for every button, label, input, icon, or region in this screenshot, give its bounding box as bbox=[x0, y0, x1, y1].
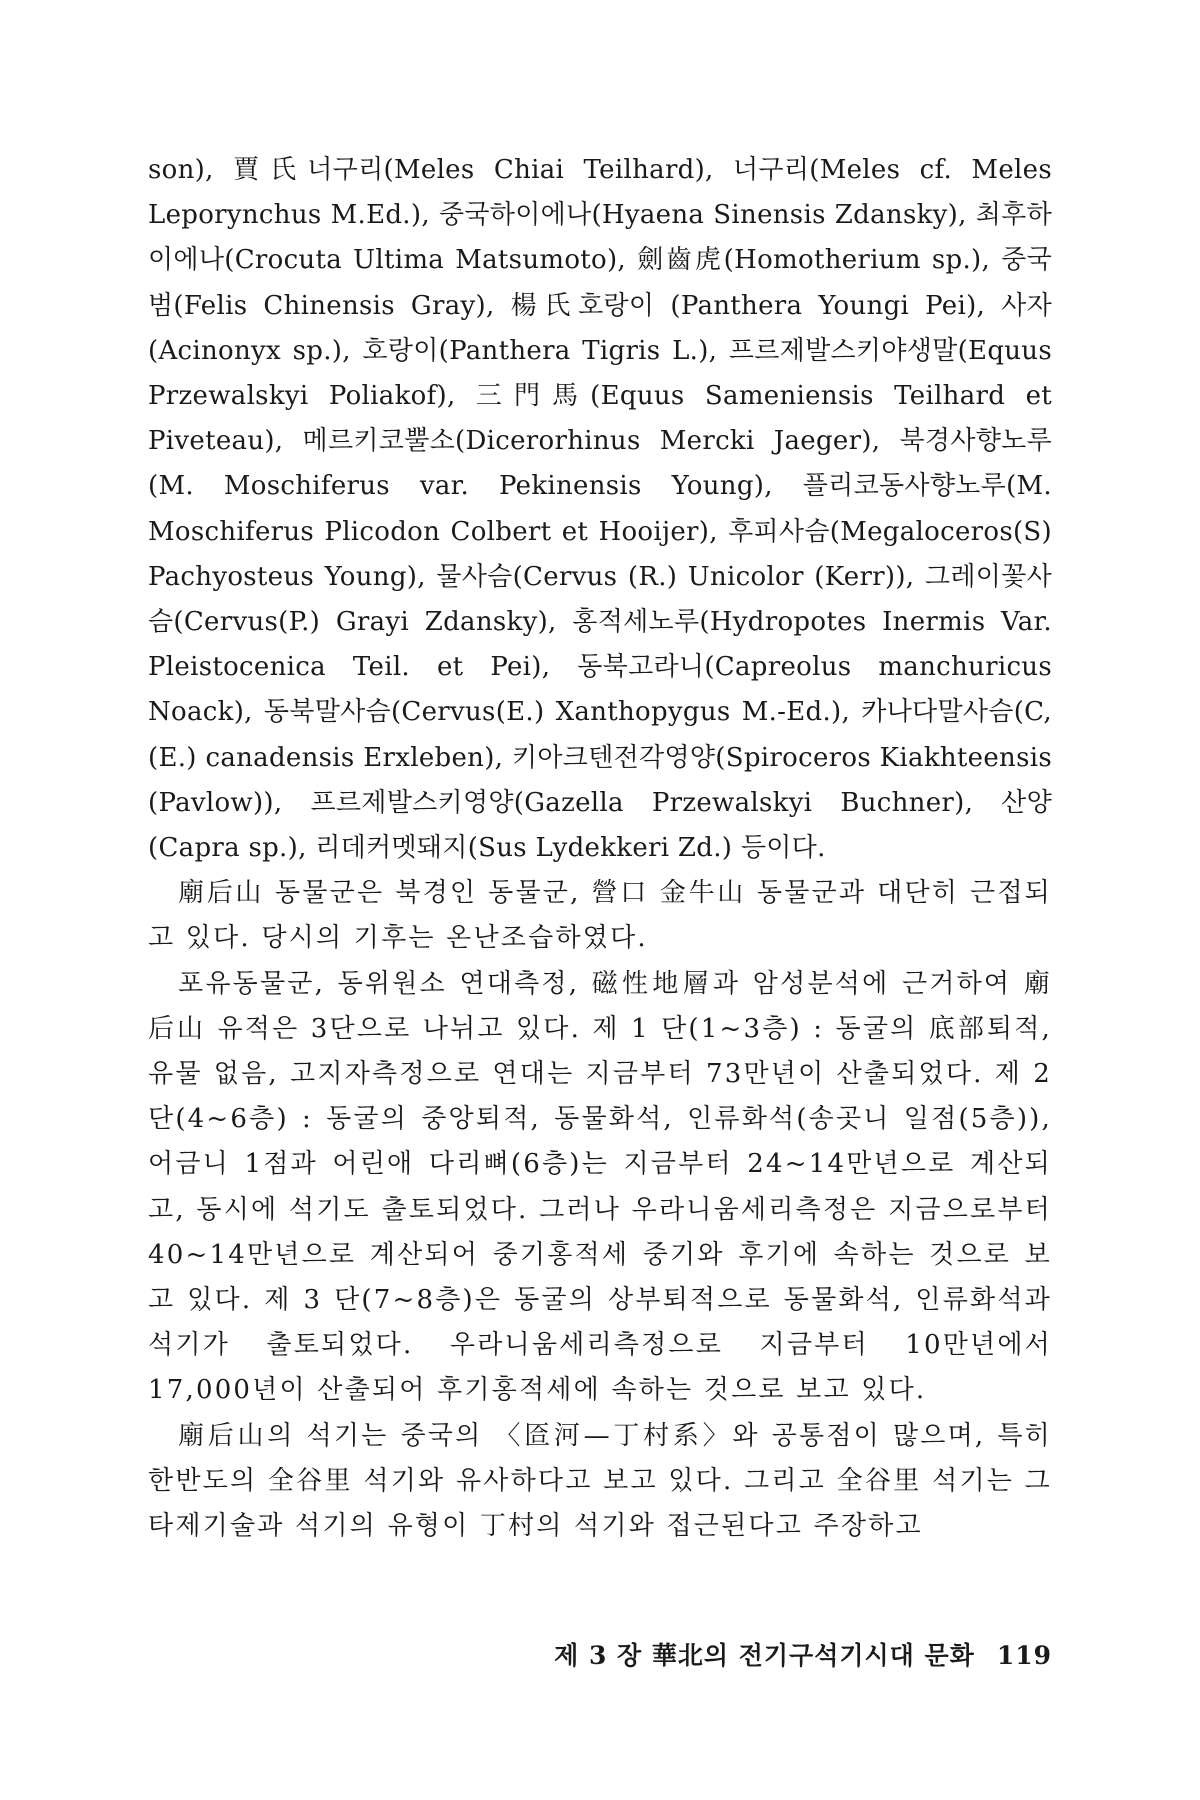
page-number: 119 bbox=[996, 1641, 1052, 1670]
page-footer bbox=[148, 1636, 1052, 1672]
paragraph-species-list: son), 賈氏너구리(Meles Chiai Teilhard), 너구리(Meles cf. Meles Leporynchus M.Ed.), 중국하이에나(Hyaena Sinensis Zdansky), 최후하이에나(Crocuta Ultima Matsumoto), 劍齒虎(Homotherium sp.), 중국범(Felis Chinensis Gray), 楊氏호랑이 (Panthera Youngi Pei), 사자(Acinonyx sp.), 호랑이(Panthera Tigris L.), 프르제발스키야생말(Equus Przewalskyi Poliakof), 三門馬(Equus Sameniensis Teilhard et Piveteau), 메르키코뿔소(Dicerorhinus Mercki Jaeger), 북경사향노루(M. Moschiferus var. Pekinensis Young), 플리코동사향노루(M. Moschiferus Plicodon Colbert et Hooijer), 후피사슴(Megaloceros(S) Pachyosteus Young), 물사슴(Cervus (R.) Unicolor (Kerr)), 그레이꽃사슴(Cervus(P.) Grayi Zdansky), 홍적세노루(Hydropotes Inermis Var. Pleistocenica Teil. et Pei), 동북고라니(Capreolus manchuricus Noack), 동북말사슴(Cervus(E.) Xanthopygus M.-Ed.), 카나다말사슴(C,(E.) canadensis Erxleben), 키아크텐전각영양(Spiroceros Kiakhteensis (Pavlow)), 프르제발스키영양(Gazella Przewalskyi Buchner), 산양(Capra sp.), 리데커멧돼지(Sus Lydekkeri Zd.) 등이다. bbox=[148, 155, 1052, 864]
paragraph-stone-tools: 廟后山의 석기는 중국의 〈匼河—丁村系〉와 공통점이 많으며, 특히 한반도의 全谷里 석기와 유사하다고 보고 있다. 그리고 全谷里 석기는 그 타제기술과 석기의 유형이 丁村의 석기와 접근된다고 주장하고 bbox=[148, 1420, 1052, 1542]
page-body bbox=[148, 148, 1052, 1549]
chapter-title: 제 3 장 華北의 전기구석기시대 문화 bbox=[554, 1641, 975, 1670]
paragraph-fauna-comparison: 廟后山 동물군은 북경인 동물군, 營口 金牛山 동물군과 대단히 근접되고 있다. 당시의 기후는 온난조습하였다. bbox=[148, 878, 1052, 954]
paragraph-stratigraphy: 포유동물군, 동위원소 연대측정, 磁性地層과 암성분석에 근거하여 廟后山 유적은 3단으로 나뉘고 있다. 제 1 단(1~3층) : 동굴의 底部퇴적, 유물 없음, 고지자측정으로 연대는 지금부터 73만년이 산출되었다. 제 2 단(4~6층) : 동굴의 중앙퇴적, 동물화석, 인류화석(송곳니 일점(5층)), 어금니 1점과 어린애 다리뼈(6층)는 지금부터 24~14만년으로 계산되고, 동시에 석기도 출토되었다. 그러나 우라니움세리측정은 지금으로부터 40~14만년으로 계산되어 중기홍적세 중기와 후기에 속하는 것으로 보고 있다. 제 3 단(7~8층)은 동굴의 상부퇴적으로 동물화석, 인류화석과 석기가 출토되었다. 우라니움세리측정으로 지금부터 10만년에서 17,000년이 산출되어 후기홍적세에 속하는 것으로 보고 있다. bbox=[148, 968, 1052, 1406]
